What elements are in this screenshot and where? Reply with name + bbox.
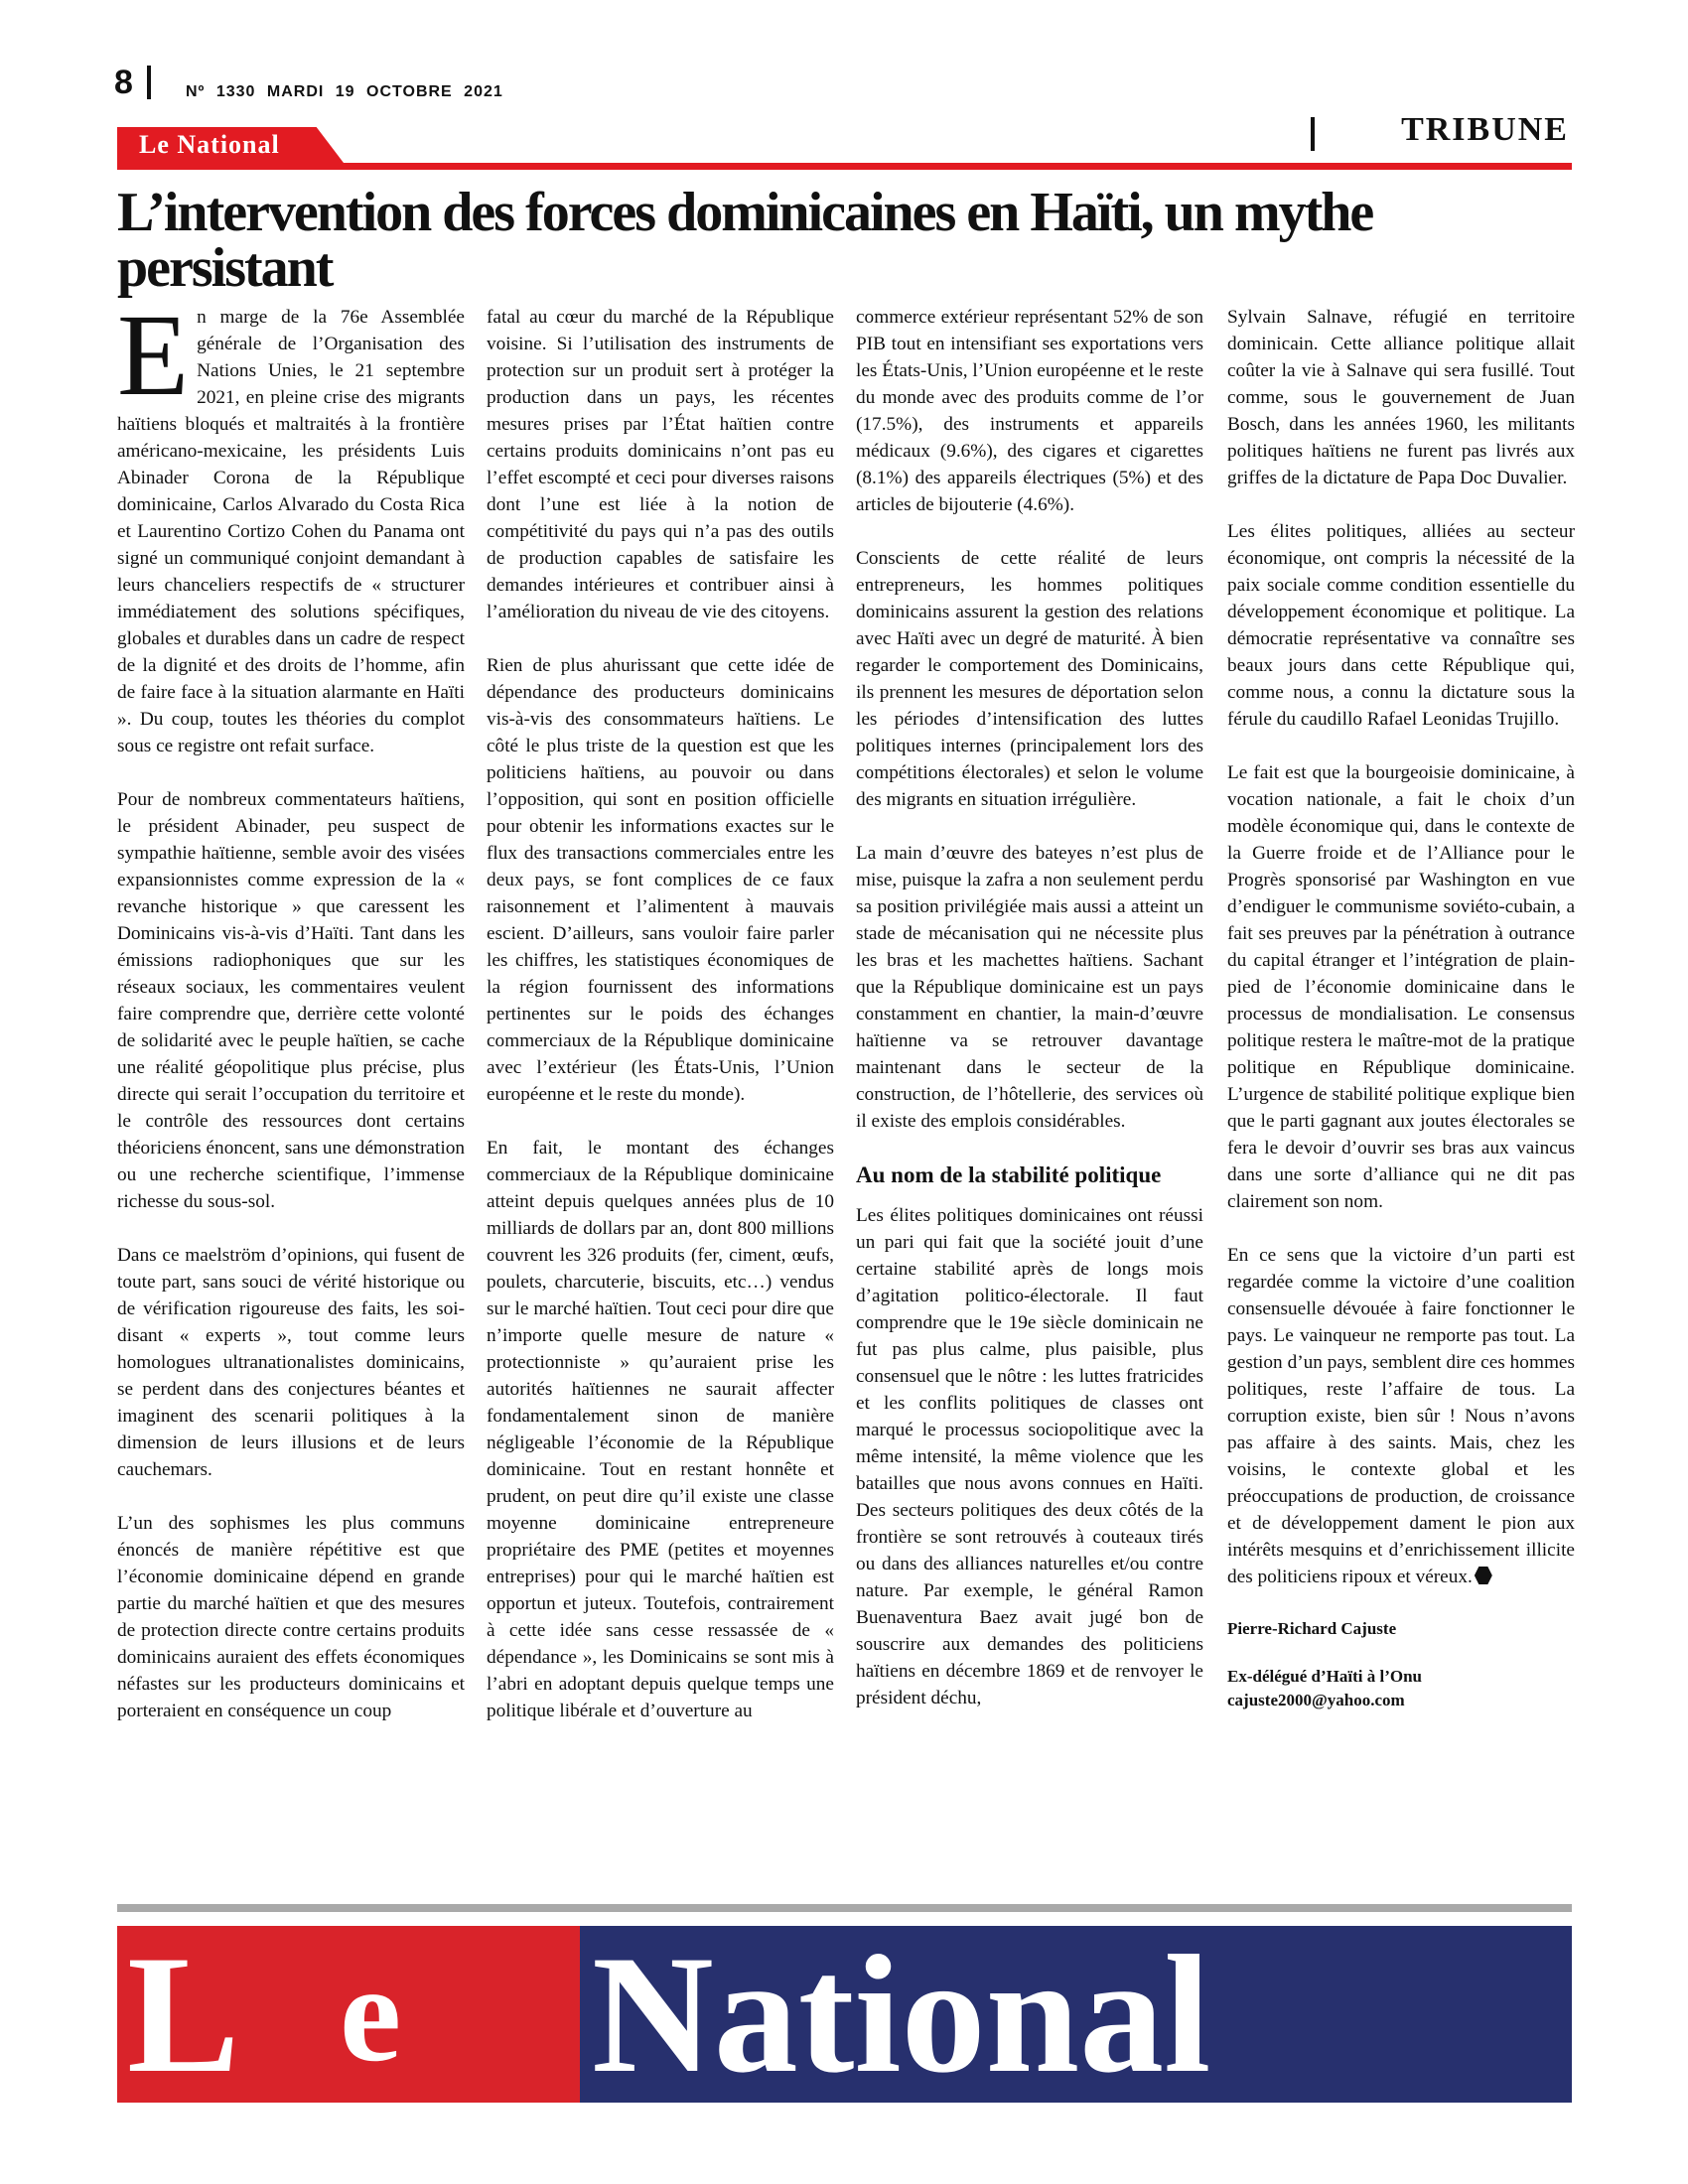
section-label: TRIBUNE <box>1401 111 1569 148</box>
page-number: 8 <box>114 64 133 101</box>
paragraph: Les élites politiques dominicaines ont réussi un pari qui fait que la société jouit d’une certaine stabilité après de longs mois d’agitation politico-électorale. Il faut comprendre que le 19e siècle dominicain ne fut pas plus calme, plus paisible, plus consensuel que le nôtre : les luttes fratricides et les conflits politiques de classes ont marqué le processus sociopolitique avec la même intensité, la même violence que les batailles que nous avons connues en Haïti. Des secteurs politiques des deux côtés de la frontière se sont retrouvés à couteaux tirés ou dans des alliances naturelles et/ou contre nature. Par exemple, le général Ramon Buenaventura Baez avait jugé bon de souscrire aux demandes des politiciens haïtiens en décembre 1869 et de renvoyer le président déchu, <box>856 1205 1203 1708</box>
header-rule <box>117 163 1572 170</box>
page-number-divider <box>147 66 151 99</box>
end-of-article-icon <box>1475 1567 1492 1584</box>
brand-tag: Le National <box>139 130 280 159</box>
footer-rule <box>117 1904 1572 1912</box>
paragraph: Rien de plus ahurissant que cette idée de dépendance des producteurs dominicains vis-à-vis des consommateurs haïtiens. Le côté le plus triste de la question est que les politiciens haïtiens, au pouvoir ou dans l’opposition, qui sont en position officielle pour obtenir les informations exactes sur le flux des transactions commerciales entre les deux pays, se font complices de ce faux raisonnement et l’alimentent à mauvais escient. D’ailleurs, sans vouloir faire parler les chiffres, les statistiques économiques de la région fournissent des informations pertinentes sur le poids des échanges commerciaux de la République dominicaine avec l’extérieur (les États-Unis, l’Union européenne et le reste du monde). <box>487 655 834 1105</box>
subheading: Au nom de la stabilité politique <box>856 1162 1162 1187</box>
paragraph: Les élites politiques, alliées au secteur économique, ont compris la nécessité de la paix sociale comme condition essentielle du développement économique et politique. La démocratie représentative va connaître ses beaux jours dans cette République qui, comme nous, a connu la dictature sous la férule du caudillo Rafael Leonidas Trujillo. <box>1227 521 1575 730</box>
banner-logo-letter-l: L <box>127 1921 240 2108</box>
paragraph: La main d’œuvre des bateyes n’est plus de mise, puisque la zafra a non seulement perdu sa position privilégiée mais aussi a atteint un stade de mécanisation qui ne nécessite plus les bras et les machettes haïtiens. Sachant que la République dominicaine est un pays constamment en chantier, la main-d’œuvre haïtienne va se retrouver davantage maintenant dans le secteur de la construction, de l’hôtellerie, des services où il existe des emplois considérables. <box>856 843 1203 1132</box>
paragraph-text: En ce sens que la victoire d’un parti est regardée comme la victoire d’une coalition consensuelle dévouée à faire fonctionner le pays. Le vainqueur ne remporte pas tout. La gestion d’un pays, semblent dire ces hommes politiques, reste l’affaire de tous. La corruption existe, bien sûr ! Nous n’avons pas affaire à des saints. Mais, chez les voisins, le contexte global et les préoccupations de production, de croissance et de développement dament le pion aux intérêts mesquins et d’enrichissement illicite des politiciens ripoux et véreux. <box>1227 1245 1575 1587</box>
author-name: Pierre-Richard Cajuste <box>1227 1619 1397 1638</box>
paragraph: Conscients de cette réalité de leurs entrepreneurs, les hommes politiques dominicains assurent la gestion des relations avec Haïti avec un degré de maturité. À bien regarder le comportement des Dominicains, ils prennent les mesures de déportation selon les périodes d’intensification des luttes politiques internes (principalement lors des compétitions électorales) et selon le volume des migrants en situation irrégulière. <box>856 548 1203 810</box>
paragraph-text: n marge de la 76e Assemblée générale de l’Organisation des Nations Unies, le 21 septembre 2021, en pleine crise des migrants haïtiens bloqués et maltraités à la frontière américano-mexicaine, les présidents Luis Abinader Corona de la République dominicaine, Carlos Alvarado du Costa Rica et Laurentino Cortizo Cohen du Panama ont signé un communiqué conjoint demandant à leurs chanceliers respectifs de « structurer immédiatement des solutions spécifiques, globales et durables dans un cadre de respect de la dignité et des droits de l’homme, afin de faire face à la situation alarmante en Haïti ». Du coup, toutes les théories du complot sous ce registre ont refait surface. <box>117 307 465 756</box>
paragraph: Dans ce maelström d’opinions, qui fusent de toute part, sans souci de vérité historique ou de vérification rigoureuse des faits, les soi-disant « experts », tout comme leurs homologues ultranationalistes dominicains, se perdent dans des conjectures béantes et imaginent des scenarii politiques à la dimension de leurs illusions et de leurs cauchemars. <box>117 1245 465 1480</box>
article-column-2 <box>487 304 834 1751</box>
paragraph: L’un des sophismes les plus communs énoncés de manière répétitive est que l’économie dominicaine dépend en grande partie du marché haïtien et que des mesures de protection directe contre certains produits dominicains auraient des effets économiques néfastes sur les producteurs dominicains et porteraient en conséquence un coup <box>117 1513 465 1721</box>
paragraph: fatal au cœur du marché de la République voisine. Si l’utilisation des instruments de protection sur un produit sert à protéger la production dans un pays, les récentes mesures prises par l’État haïtien contre certains produits dominicains n’ont pas eu l’effet escompté et ceci pour diverses raisons dont l’une est liée à la notion de compétitivité du pays qui n’a pas des outils de production capables de satisfaire les demandes intérieures et contribuer ainsi à l’amélioration du niveau de vie des citoyens. <box>487 307 834 622</box>
author-title: Ex-délégué d’Haïti à l’Onu <box>1227 1667 1422 1686</box>
drop-cap: E <box>117 290 190 420</box>
article-column-1 <box>117 290 465 1751</box>
article-column-3 <box>856 304 1203 1738</box>
paragraph: Sylvain Salnave, réfugié en territoire dominicain. Cette alliance politique allait coûter la vie à Salnave qui sera fusillé. Tout comme, sous le gouvernement de Juan Bosch, dans les années 1960, les militants politiques haïtiens ne furent pas livrés aux griffes de la dictature de Papa Doc Duvalier. <box>1227 307 1575 488</box>
section-divider <box>1311 117 1315 151</box>
banner-logo-letter-e: e <box>340 1937 402 2091</box>
issue-line: Nº 1330 MARDI 19 OCTOBRE 2021 <box>186 83 503 100</box>
author-email: cajuste2000@yahoo.com <box>1227 1691 1405 1709</box>
paragraph: Le fait est que la bourgeoisie dominicaine, à vocation nationale, a fait le choix d’un modèle économique qui, dans le contexte de la Guerre froide et de l’Alliance pour le Progrès sponsorisé par Washington en vue d’endiguer le communisme soviéto-cubain, a fait ses preuves par la pénétration à outrance du capital étranger et l’intégration de plain-pied de l’économie dominicaine dans le processus de mondialisation. Le consensus politique restera le maître-mot de la pratique politique en République dominicaine. L’urgence de stabilité politique explique bien que le parti gagnant aux joutes électorales se fera le devoir d’ouvrir ses bras aux vaincus dans une sorte d’alliance qui ne dit pas clairement son nom. <box>1227 762 1575 1212</box>
banner-logo-word: National <box>592 1921 1211 2108</box>
paragraph <box>1227 1242 1575 1590</box>
article-headline: L’intervention des forces dominicaines en Haïti, un mythe persistant <box>117 182 1373 299</box>
paragraph <box>117 290 465 759</box>
paragraph: Pour de nombreux commentateurs haïtiens, le président Abinader, peu suspect de sympathie haïtienne, semble avoir des visées expansionnistes comme expression de la « revanche historique » que caressent les Dominicains vis-à-vis d’Haïti. Tant dans les émissions radiophoniques que sur les réseaux sociaux, les commentaires veulent faire comprendre que, derrière cette volonté de solidarité avec le peuple haïtien, se cache une réalité géopolitique plus précise, plus directe qui serait l’occupation du territoire et le contrôle des ressources dont certains théoriciens énoncent, sans une démonstration ou une recherche scientifique, l’immense richesse du sous-sol. <box>117 789 465 1212</box>
paragraph: En fait, le montant des échanges commerciaux de la République dominicaine atteint depuis quelques années plus de 10 milliards de dollars par an, dont 800 millions couvrent les 326 produits (fer, ciment, œufs, poulets, charcuterie, biscuits, etc…) vendus sur le marché haïtien. Tout ceci pour dire que n’importe quelle mesure de nature « protectionniste » qu’auraient prise les autorités haïtiennes ne saurait affecter fondamentalement sinon de manière négligeable l’économie de la République dominicaine. Tout en restant honnête et prudent, on peut dire qu’il existe une classe moyenne dominicaine entrepreneure propriétaire des PME (petites et moyennes entreprises) pour qui le marché haïtien est opportun et juteux. Toutefois, contrairement à cette idée sans cesse ressassée de « dépendance », les Dominicains se sont mis à l’abri en adoptant depuis quelque temps une politique libérale et d’ouverture au <box>487 1138 834 1721</box>
paragraph: commerce extérieur représentant 52% de son PIB tout en intensifiant ses exportations vers les États-Unis, l’Union européenne et le reste du monde avec des produits comme de l’or (17.5%), des instruments et appareils médicaux (9.6%), des cigares et cigarettes (8.1%) des appareils électriques (5%) et des articles de bijouterie (4.6%). <box>856 307 1203 515</box>
article-column-4 <box>1227 304 1575 1712</box>
